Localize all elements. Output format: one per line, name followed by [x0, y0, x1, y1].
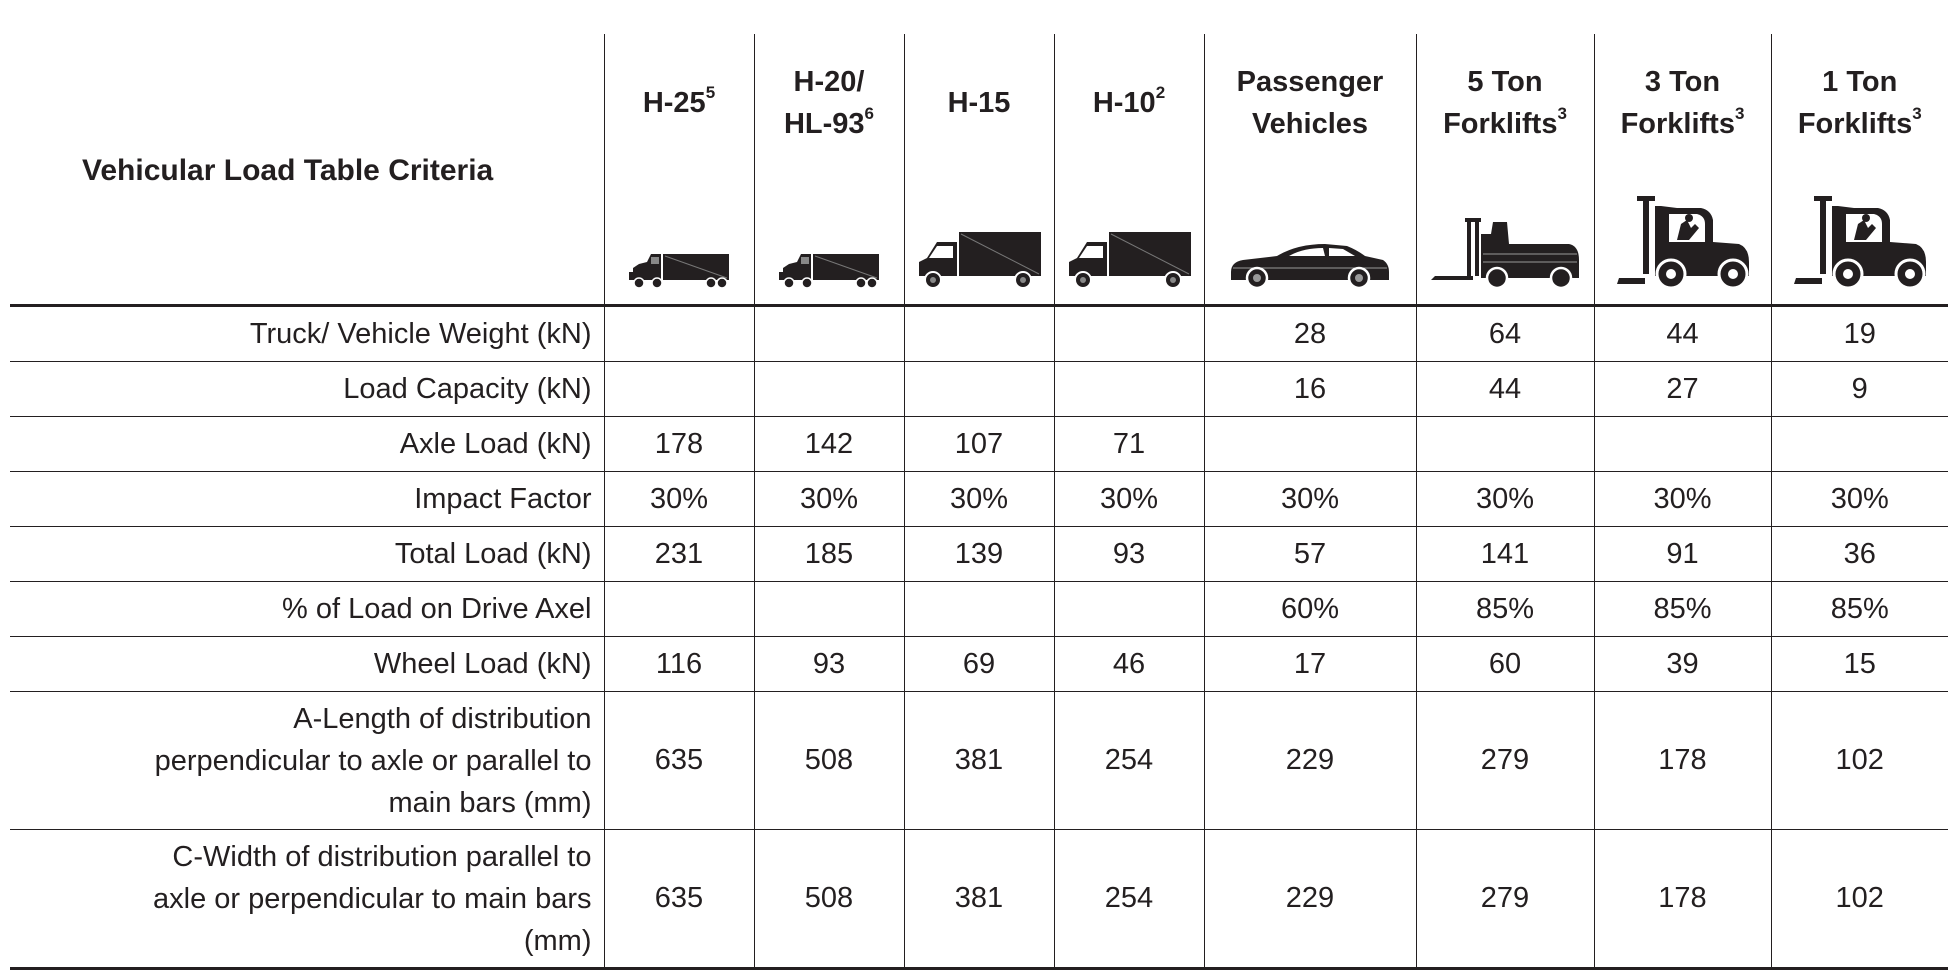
table-cell-pass: 229	[1204, 830, 1416, 969]
header-row	[10, 34, 1948, 306]
table-cell-h10	[1054, 362, 1204, 417]
column-title-line: H-15	[947, 87, 1011, 119]
table-cell-h15: 107	[904, 417, 1054, 472]
table-cell-h20: 93	[754, 637, 904, 692]
table-cell-h25: 30%	[604, 472, 754, 527]
column-title-line: 3 Ton	[1644, 66, 1721, 98]
column-title-line: Passenger	[1236, 66, 1384, 98]
table-cell-h15: 139	[904, 527, 1054, 582]
table-cell-h25: 231	[604, 527, 754, 582]
table-cell-h20	[754, 582, 904, 637]
row-label	[10, 527, 604, 582]
table-cell-h10: 30%	[1054, 472, 1204, 527]
table-cell-h15	[904, 582, 1054, 637]
row-label	[10, 830, 604, 969]
row-label-line: C-Width of distribution parallel to	[172, 840, 592, 873]
column-title-line: Forklifts	[1443, 108, 1558, 140]
column-header-f5	[1416, 34, 1594, 306]
row-label-line: main bars (mm)	[388, 786, 592, 819]
column-title-line: HL-93	[783, 108, 865, 140]
column-title-h25	[605, 34, 754, 172]
table-cell-h20: 142	[754, 417, 904, 472]
column-header-pass	[1204, 34, 1416, 306]
table-cell-f5: 279	[1416, 830, 1594, 969]
box-truck-icon	[915, 230, 1043, 290]
table-cell-h20: 508	[754, 692, 904, 830]
table-cell-h10: 71	[1054, 417, 1204, 472]
semi-truck-icon	[627, 250, 731, 290]
table-row	[10, 527, 1948, 582]
table-cell-f1: 102	[1771, 830, 1948, 969]
table-cell-f1: 102	[1771, 692, 1948, 830]
table-cell-f1: 36	[1771, 527, 1948, 582]
column-title-line: Vehicles	[1251, 108, 1369, 140]
row-label	[10, 472, 604, 527]
table-cell-h15: 381	[904, 830, 1054, 969]
table-cell-f3: 178	[1594, 830, 1771, 969]
table-cell-f5: 30%	[1416, 472, 1594, 527]
row-label-line: Load Capacity (kN)	[343, 373, 592, 405]
table-cell-pass: 28	[1204, 306, 1416, 362]
column-title-h10	[1055, 34, 1204, 172]
table-cell-f3: 85%	[1594, 582, 1771, 637]
table-cell-f3	[1594, 417, 1771, 472]
column-header-h10	[1054, 34, 1204, 306]
table-cell-pass: 229	[1204, 692, 1416, 830]
footnote-marker: 3	[1912, 104, 1922, 124]
table-cell-f1: 9	[1771, 362, 1948, 417]
table-cell-f3: 39	[1594, 637, 1771, 692]
table-cell-f5: 85%	[1416, 582, 1594, 637]
table-cell-h20	[754, 362, 904, 417]
table-cell-h10	[1054, 306, 1204, 362]
table-title: Vehicular Load Table Criteria	[82, 154, 494, 187]
row-label	[10, 692, 604, 830]
table-cell-f3: 44	[1594, 306, 1771, 362]
table-row	[10, 362, 1948, 417]
table-cell-h20: 508	[754, 830, 904, 969]
column-title-h15	[905, 34, 1054, 172]
table-cell-h25: 635	[604, 692, 754, 830]
row-label	[10, 417, 604, 472]
column-title-line: Forklifts	[1797, 108, 1913, 140]
row-label-line: Axle Load (kN)	[399, 428, 592, 460]
table-cell-f3: 91	[1594, 527, 1771, 582]
table-cell-f3: 30%	[1594, 472, 1771, 527]
row-label-line: axle or perpendicular to main bars	[153, 882, 592, 915]
table-row	[10, 582, 1948, 637]
column-title-line: H-10	[1092, 87, 1156, 119]
table-cell-f5: 60	[1416, 637, 1594, 692]
footnote-marker: 6	[864, 104, 875, 124]
table-cell-h10: 93	[1054, 527, 1204, 582]
table-cell-h25: 116	[604, 637, 754, 692]
row-label-line: Wheel Load (kN)	[373, 648, 592, 680]
table-cell-f3: 27	[1594, 362, 1771, 417]
table-cell-f5: 64	[1416, 306, 1594, 362]
column-title-line: Forklifts	[1620, 108, 1735, 140]
table-row	[10, 417, 1948, 472]
table-row	[10, 306, 1948, 362]
table-cell-f1: 30%	[1771, 472, 1948, 527]
table-cell-h20: 30%	[754, 472, 904, 527]
table-row	[10, 637, 1948, 692]
table-cell-h10: 254	[1054, 830, 1204, 969]
table-cell-f1: 85%	[1771, 582, 1948, 637]
row-label-line: (mm)	[523, 924, 592, 957]
column-title-f5	[1417, 34, 1594, 172]
footnote-marker: 3	[1734, 104, 1745, 124]
table-row	[10, 692, 1948, 830]
table-cell-h25	[604, 306, 754, 362]
table-cell-h20: 185	[754, 527, 904, 582]
forklift-icon	[1615, 194, 1751, 290]
column-title-line: 5 Ton	[1467, 66, 1543, 98]
column-header-f3	[1594, 34, 1771, 306]
row-label-line: Impact Factor	[414, 483, 592, 515]
table-cell-h15	[904, 362, 1054, 417]
table-cell-f1: 15	[1771, 637, 1948, 692]
semi-truck-icon	[777, 250, 881, 290]
column-header-f1	[1771, 34, 1948, 306]
row-label-line: A-Length of distribution	[293, 702, 592, 735]
column-header-h20	[754, 34, 904, 306]
column-header-h25	[604, 34, 754, 306]
table-cell-pass: 60%	[1204, 582, 1416, 637]
column-header-h15	[904, 34, 1054, 306]
table-cell-h25	[604, 362, 754, 417]
row-label	[10, 582, 604, 637]
row-label	[10, 306, 604, 362]
table-cell-f5: 141	[1416, 527, 1594, 582]
table-cell-h20	[754, 306, 904, 362]
forklift-icon	[1792, 194, 1928, 290]
table-body	[10, 306, 1948, 969]
row-label	[10, 637, 604, 692]
column-title-line: H-20/	[793, 66, 865, 98]
table-cell-pass: 17	[1204, 637, 1416, 692]
table-cell-h25: 178	[604, 417, 754, 472]
table-cell-h15	[904, 306, 1054, 362]
table-row	[10, 830, 1948, 969]
table-cell-h25	[604, 582, 754, 637]
column-title-line: 1 Ton	[1822, 66, 1898, 98]
column-title-line: H-25	[642, 87, 706, 119]
box-truck-icon	[1065, 230, 1193, 290]
table-cell-h15: 69	[904, 637, 1054, 692]
table-cell-pass: 30%	[1204, 472, 1416, 527]
table-cell-h10	[1054, 582, 1204, 637]
table-cell-f3: 178	[1594, 692, 1771, 830]
car-icon	[1229, 242, 1391, 290]
table-cell-h10: 254	[1054, 692, 1204, 830]
table-cell-pass: 16	[1204, 362, 1416, 417]
footnote-marker: 5	[705, 83, 716, 103]
column-title-pass	[1205, 34, 1416, 172]
table-cell-f5	[1416, 417, 1594, 472]
table-row	[10, 472, 1948, 527]
row-label	[10, 362, 604, 417]
table-title-cell	[10, 34, 604, 306]
table-cell-h10: 46	[1054, 637, 1204, 692]
vehicular-load-table	[10, 34, 1948, 970]
table-cell-f1	[1771, 417, 1948, 472]
table-cell-f5: 44	[1416, 362, 1594, 417]
table-cell-f1: 19	[1771, 306, 1948, 362]
row-label-line: Total Load (kN)	[394, 538, 592, 570]
table-cell-f5: 279	[1416, 692, 1594, 830]
column-title-f1	[1772, 34, 1949, 172]
row-label-line: perpendicular to axle or parallel to	[154, 744, 592, 777]
large-forklift-icon	[1429, 214, 1581, 290]
table-cell-h25: 635	[604, 830, 754, 969]
column-title-f3	[1595, 34, 1771, 172]
table-cell-pass: 57	[1204, 527, 1416, 582]
footnote-marker: 2	[1155, 83, 1166, 103]
row-label-line: Truck/ Vehicle Weight (kN)	[249, 318, 592, 350]
table-cell-h15: 381	[904, 692, 1054, 830]
column-title-h20	[755, 34, 904, 172]
table-cell-pass	[1204, 417, 1416, 472]
row-label-line: % of Load on Drive Axel	[281, 593, 592, 625]
table-cell-h15: 30%	[904, 472, 1054, 527]
footnote-marker: 3	[1557, 104, 1567, 124]
